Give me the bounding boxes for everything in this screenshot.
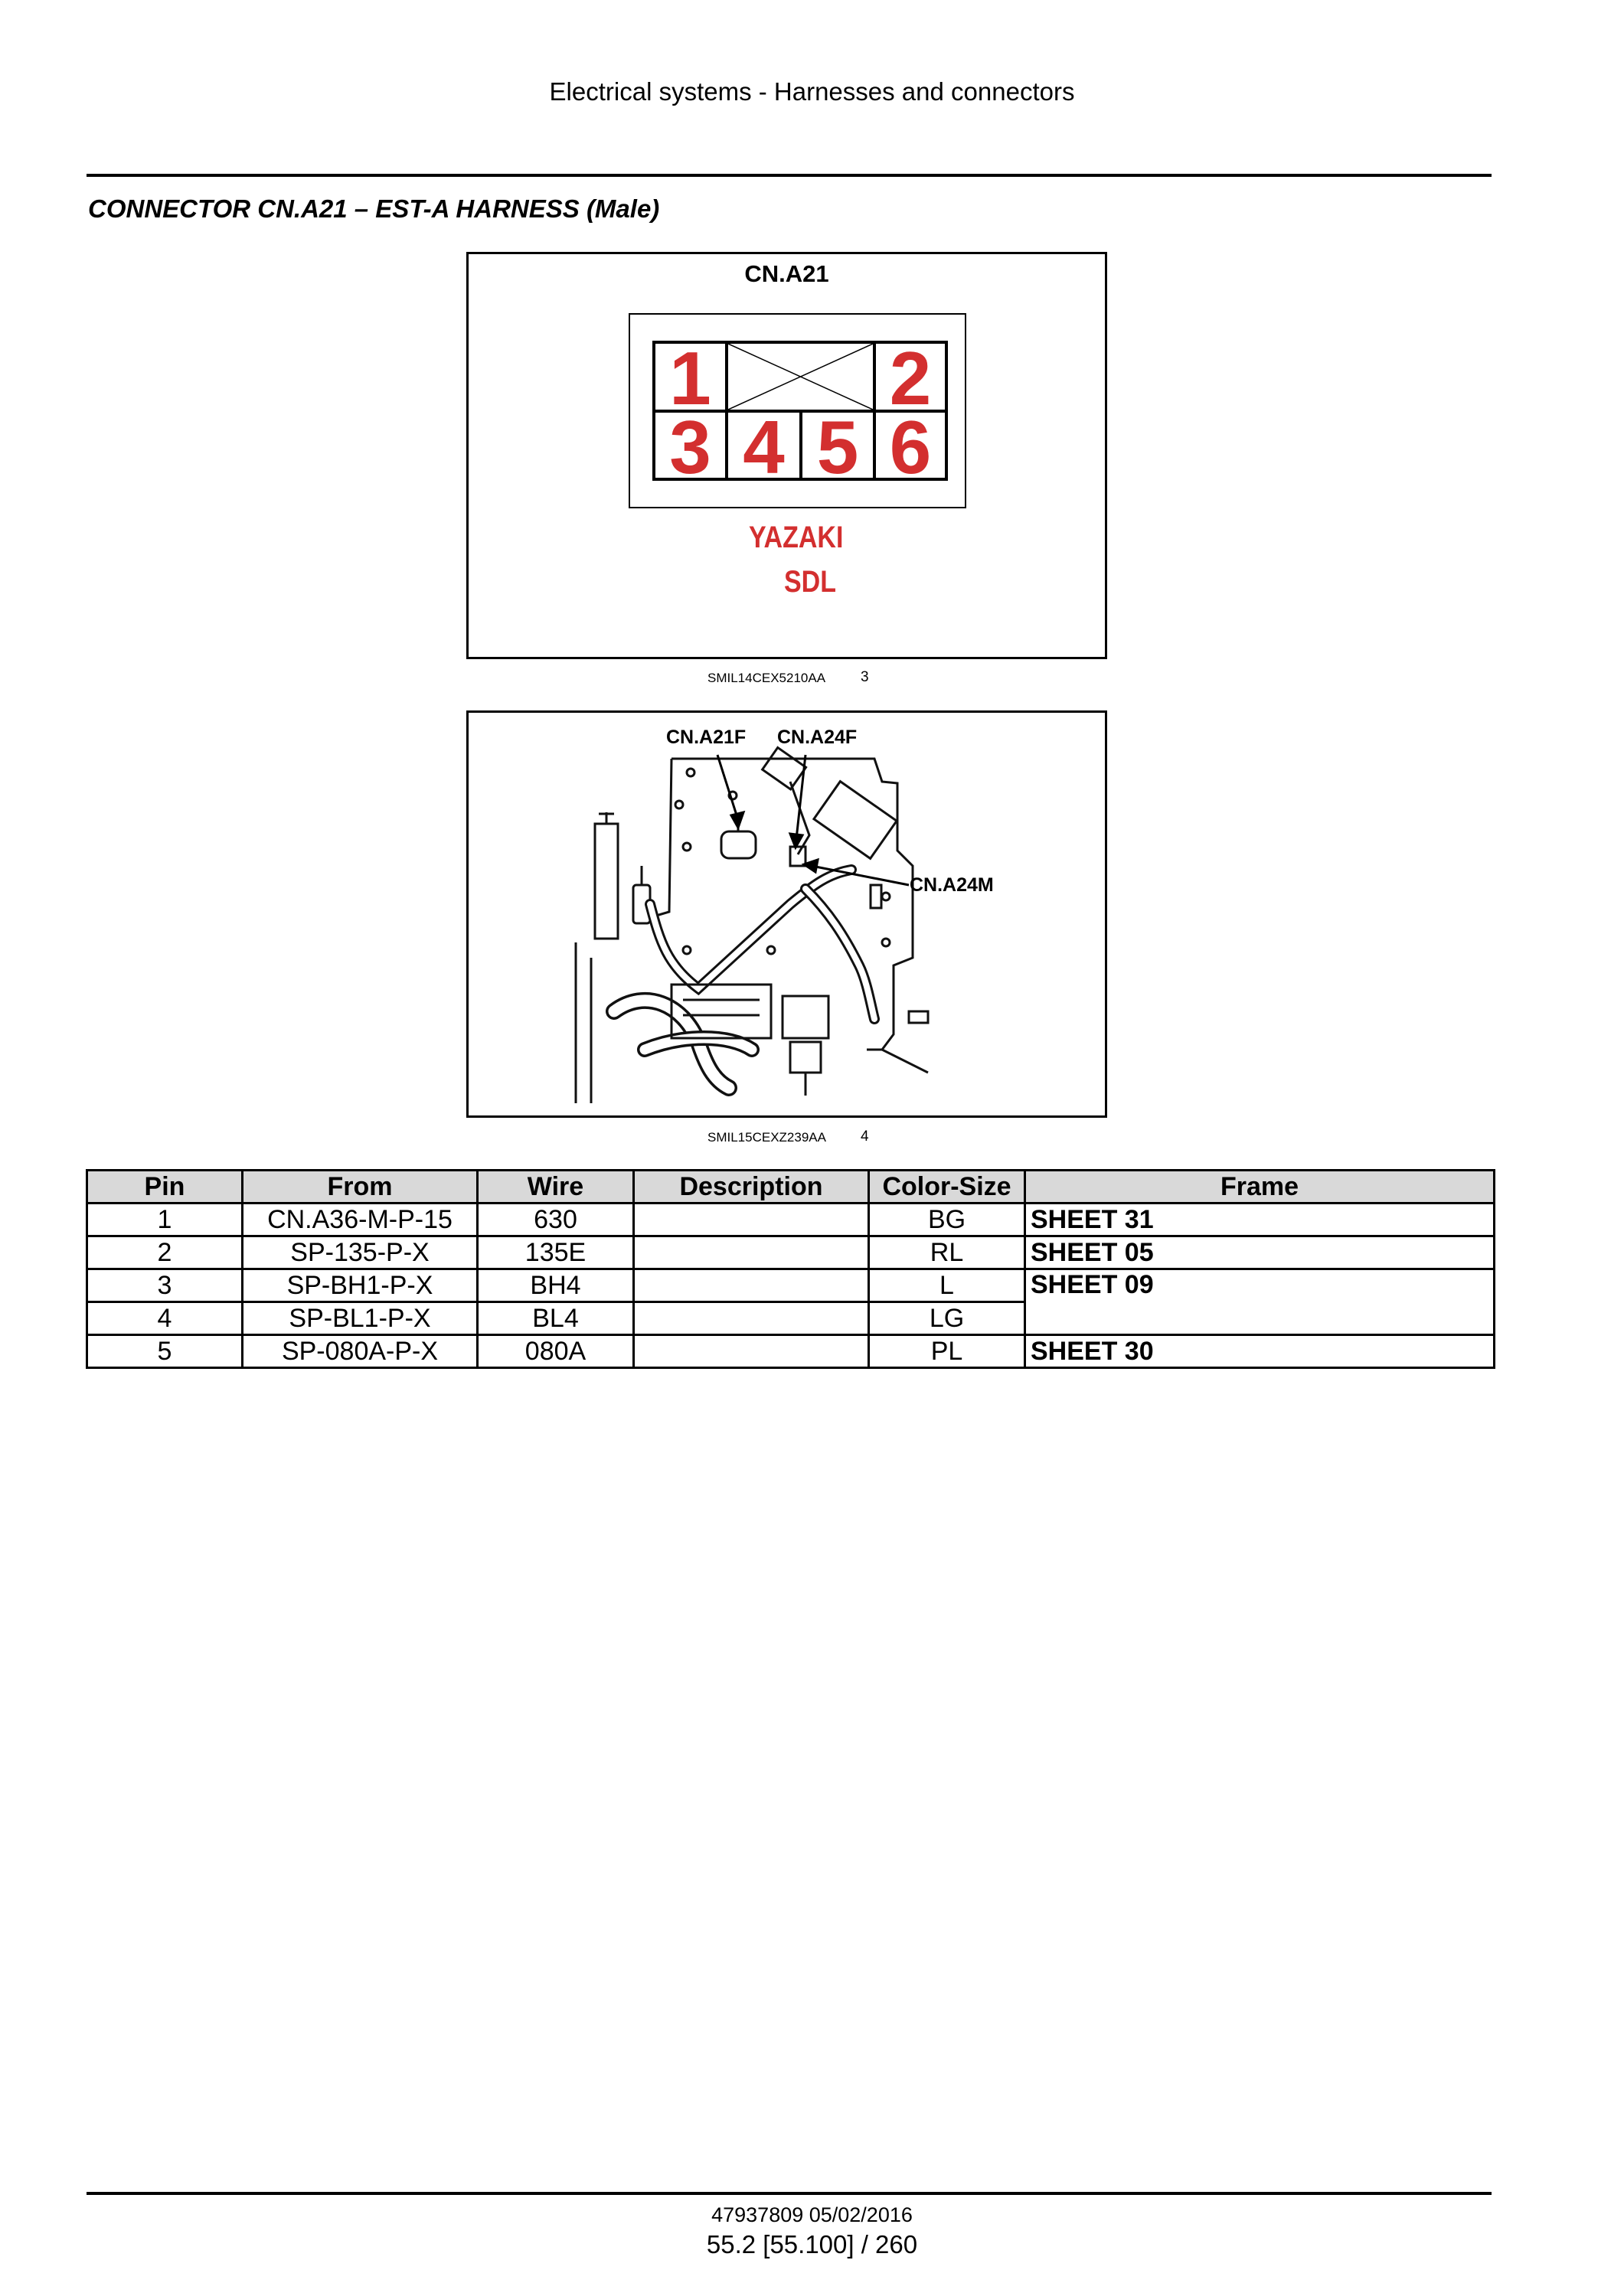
- cell-frame: SHEET 05: [1025, 1236, 1495, 1269]
- cell-description: [634, 1204, 869, 1236]
- cell-color-size: RL: [869, 1236, 1025, 1269]
- cell-color-size: BG: [869, 1204, 1025, 1236]
- pin-5: 5: [801, 411, 874, 479]
- harness-illustration: [469, 713, 1105, 1115]
- label-cn-a24m: CN.A24M: [910, 874, 994, 896]
- pin-6: 6: [874, 411, 946, 479]
- footer-page-number: 55.2 [55.100] / 260: [706, 2230, 918, 2258]
- cell-pin: 1: [87, 1204, 243, 1236]
- connector-label: CN.A21: [744, 260, 829, 287]
- column-header-from: From: [243, 1171, 478, 1204]
- column-header-wire: Wire: [478, 1171, 634, 1204]
- pin-1: 1: [654, 342, 727, 411]
- cell-wire: 080A: [478, 1335, 634, 1368]
- footer-rule: [87, 2192, 1492, 2195]
- cell-frame: SHEET 31: [1025, 1204, 1495, 1236]
- section-heading: CONNECTOR CN.A21 – EST-A HARNESS (Male): [88, 194, 660, 223]
- cell-from: SP-BH1-P-X: [243, 1269, 478, 1302]
- cell-from: CN.A36-M-P-15: [243, 1204, 478, 1236]
- column-header-description: Description: [634, 1171, 869, 1204]
- cell-color-size: PL: [869, 1335, 1025, 1368]
- cell-from: SP-135-P-X: [243, 1236, 478, 1269]
- label-cn-a24f: CN.A24F: [777, 727, 858, 748]
- connector-series: SDL: [784, 565, 836, 599]
- figure1-caption-number: 3: [861, 669, 869, 685]
- column-header-pin: Pin: [87, 1171, 243, 1204]
- cell-description: [634, 1236, 869, 1269]
- label-cn-a21f: CN.A21F: [666, 727, 747, 748]
- figure2-caption-code: SMIL15CEXZ239AA: [707, 1130, 826, 1145]
- cell-description: [634, 1269, 869, 1302]
- pin-3: 3: [654, 411, 727, 479]
- table-row: [87, 1269, 1495, 1302]
- cell-from: SP-BL1-P-X: [243, 1302, 478, 1335]
- cell-wire: BL4: [478, 1302, 634, 1335]
- page-header-title: Electrical systems - Harnesses and connectors: [549, 77, 1075, 106]
- pin-grid: [652, 336, 948, 489]
- footer-doc-reference: 47937809 05/02/2016: [711, 2203, 913, 2226]
- blank-cavity-cross-icon: [728, 344, 873, 410]
- connector-pinout-figure: [466, 252, 1107, 659]
- cell-wire: 630: [478, 1204, 634, 1236]
- cell-frame: SHEET 09: [1025, 1269, 1495, 1335]
- cell-wire: BH4: [478, 1269, 634, 1302]
- cell-description: [634, 1335, 869, 1368]
- table-row: [87, 1236, 1495, 1269]
- column-header-frame: Frame: [1025, 1171, 1495, 1204]
- connector-maker: YAZAKI: [749, 521, 844, 554]
- cell-pin: 4: [87, 1302, 243, 1335]
- table-row: [87, 1204, 1495, 1236]
- table-row: [87, 1335, 1495, 1368]
- cell-pin: 2: [87, 1236, 243, 1269]
- header-rule: [87, 174, 1492, 177]
- figure2-caption-number: 4: [861, 1128, 869, 1145]
- pin-4: 4: [727, 411, 801, 479]
- cell-pin: 3: [87, 1269, 243, 1302]
- pin-2: 2: [874, 342, 946, 411]
- pin-table: [86, 1169, 1495, 1369]
- cell-pin: 5: [87, 1335, 243, 1368]
- figure1-caption-code: SMIL14CEX5210AA: [707, 671, 826, 685]
- cell-from: SP-080A-P-X: [243, 1335, 478, 1368]
- cell-color-size: L: [869, 1269, 1025, 1302]
- column-header-color-size: Color-Size: [869, 1171, 1025, 1204]
- table-header-row: [87, 1171, 1495, 1204]
- cell-frame: SHEET 30: [1025, 1335, 1495, 1368]
- cell-wire: 135E: [478, 1236, 634, 1269]
- blank-cavity: [727, 342, 874, 411]
- cell-description: [634, 1302, 869, 1335]
- harness-location-figure: [466, 710, 1107, 1118]
- cell-color-size: LG: [869, 1302, 1025, 1335]
